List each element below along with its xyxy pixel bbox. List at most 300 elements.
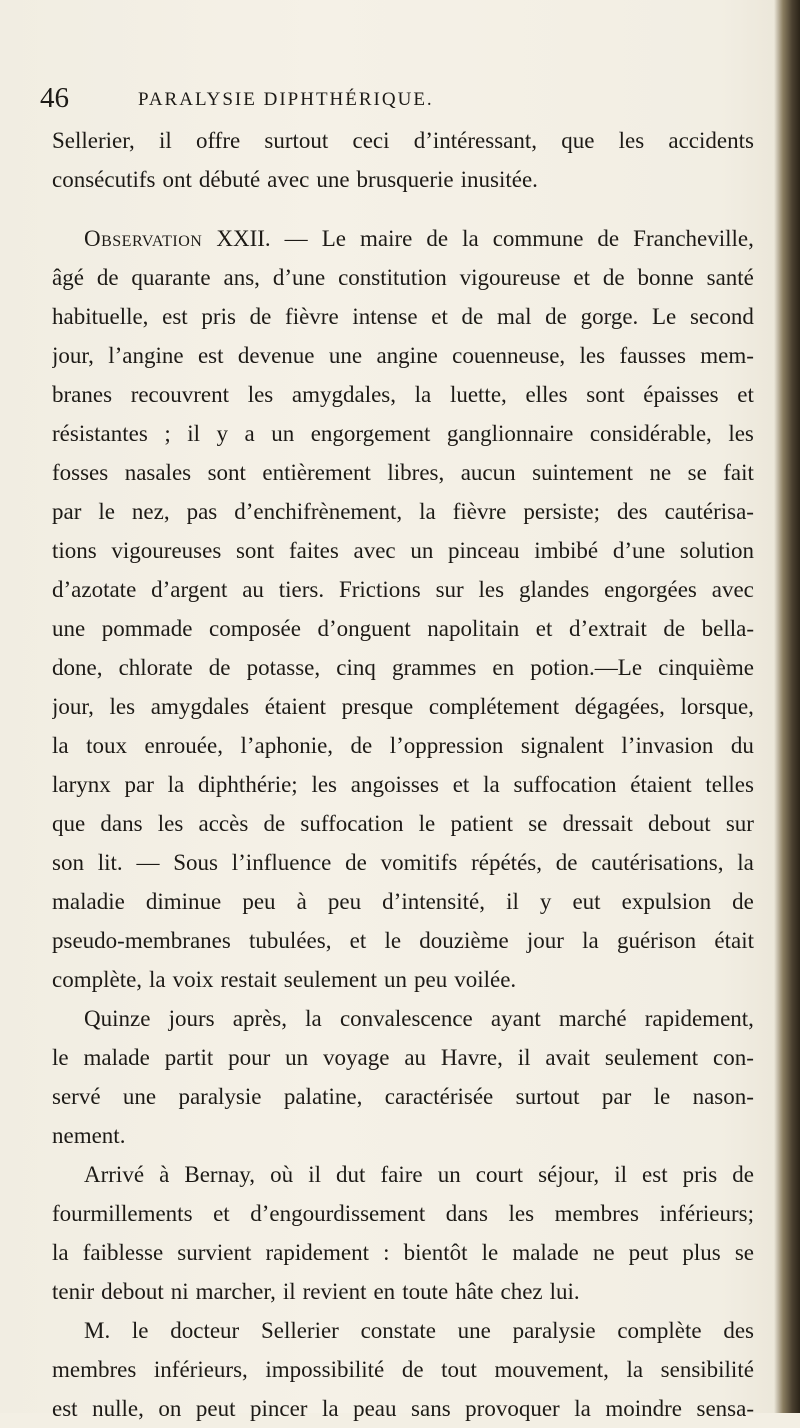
word: de [263,811,286,836]
word: se [687,460,707,485]
text-line [52,804,754,843]
word: à [296,889,307,914]
word: et [535,616,553,641]
word: que [561,128,595,153]
word: suintement [532,460,633,485]
word: imbibé [534,538,599,563]
word: faire [380,1162,423,1187]
word: voix [172,967,214,992]
word: Quinze [84,1006,151,1031]
word: l’oppression [389,733,504,758]
text-line [52,765,754,804]
word: accidents [668,128,754,153]
text-line [52,687,754,726]
word: une [328,343,363,368]
word: grammes [391,655,477,680]
word: solution [679,538,754,563]
word: hâte [455,1279,494,1304]
word: et [452,772,470,797]
word: pris [201,304,236,329]
word: amygdales [150,694,250,719]
word: en [492,655,515,680]
text-line [52,297,754,336]
text-line [52,492,754,531]
word: vigoureuse [459,265,561,290]
word: et [431,304,448,329]
page-header [40,78,740,118]
word: sur [435,577,464,602]
word: il [517,1045,531,1070]
word: peut [628,1240,669,1265]
word: d’onguent [317,616,411,641]
word: l’aphonie, [240,733,334,758]
word: engorgement [310,421,431,446]
word: santé [706,265,754,290]
word: intense [352,304,418,329]
word: vigoureuses [111,538,222,563]
word: la [52,1240,69,1265]
word: membres [554,1201,639,1226]
word: servé [52,1084,101,1109]
word: fosses [52,460,109,485]
word: maire [359,226,413,251]
page-edge-shadow [774,0,800,1413]
word: de [545,304,567,329]
word: expulsion [621,889,712,914]
word: entièrement [262,460,371,485]
word: la [462,226,479,251]
word: ans, [223,265,260,290]
text-line [52,1233,754,1272]
word: se [734,1240,754,1265]
text-line [52,570,754,609]
word: de [555,850,578,875]
word: de [96,265,119,290]
word: le [418,811,436,836]
word: les [618,128,645,153]
word: les [157,811,184,836]
word: par [124,772,154,797]
word: lorsque, [680,694,754,719]
word: de [597,226,620,251]
word: rapidement [265,1240,369,1265]
word: commune [492,226,584,251]
text-line [52,336,754,375]
word: il [158,128,172,153]
word: caractérisée [384,1084,494,1109]
word: en [373,1279,396,1304]
word: ayant [490,1006,541,1031]
word: bella- [701,616,754,641]
word: telles [705,772,754,797]
word: tout [441,1357,477,1382]
word: fièvre [452,499,507,524]
word: peu [414,967,448,992]
word: dut [336,1162,366,1187]
word: de [249,304,272,329]
word: membres [52,1357,137,1382]
word: bonne [637,265,694,290]
paragraph-gap [52,199,754,219]
word: potion.—Le [530,655,643,680]
word: constitution [338,265,447,290]
text-line [52,1077,754,1116]
word: dans [100,811,143,836]
word: la [483,772,500,797]
word: luette, [449,382,507,407]
word: de [208,655,231,680]
text-line [52,882,754,921]
word: de [345,850,367,875]
word: fièvre [285,304,339,329]
word: la [582,928,599,953]
word: habituelle, [52,304,149,329]
word: voilée. [454,967,517,992]
word: : [383,1240,390,1265]
word: suffocation [513,772,617,797]
word: cautérisations, [591,850,724,875]
word: épaisses [643,382,719,407]
word: suffocation [300,811,404,836]
word: plus [682,1240,721,1265]
word: jour, [52,694,94,719]
word: ganglionnaire [446,421,574,446]
word: pincer [249,1396,308,1421]
word: toux [86,733,127,758]
word: la [574,1396,591,1421]
word: débuté [198,167,261,192]
word: il [614,1162,627,1187]
word: signalent [520,733,604,758]
word: des [723,1318,754,1343]
word: couenneuse, [452,343,566,368]
word: peu [242,889,276,914]
word: sans [411,1396,451,1421]
word: sont [235,538,275,563]
word: étaient [630,772,692,797]
word: voyage [323,1045,390,1070]
word: diminue [145,889,222,914]
word: sensa- [696,1396,754,1421]
word: on [158,1396,182,1421]
word: marcher, [195,1279,276,1304]
text-line [52,1389,754,1428]
word: paralysie [178,1084,262,1109]
text-line [52,453,754,492]
word: eut [572,889,601,914]
word: lui. [549,1279,580,1304]
word: y [539,889,552,914]
word: complétement [428,694,560,719]
word: second [689,304,754,329]
word: peu [327,889,362,914]
word: debout [101,1279,164,1304]
word: seulement [283,967,377,992]
word: une [316,167,350,192]
word: sont [586,382,625,407]
word: branes [52,382,113,407]
word: des [616,499,648,524]
word: glandes [518,577,590,602]
word: Francheville, [633,226,754,251]
word: une [52,616,86,641]
word: dans [445,1201,488,1226]
word: une [457,1318,491,1343]
word: marché [558,1006,627,1031]
word: Bernay, [184,1162,256,1187]
word: de [461,304,484,329]
word: peau [353,1396,397,1421]
word: avec [711,577,754,602]
word: le [481,1240,499,1265]
word: une [122,1084,157,1109]
word: napolitain [427,616,520,641]
word: un [285,1045,309,1070]
word: ; [164,421,171,446]
running-head: PARALYSIE DIPHTHÉRIQUE. [138,89,434,110]
word: sensibilité [660,1357,754,1382]
word: sur [725,811,754,836]
word: le [384,928,402,953]
word: toute [402,1279,449,1304]
word: et [737,382,754,407]
text-line [52,1155,754,1194]
word: cautérisa- [664,499,754,524]
word: et [213,1201,230,1226]
text-line [52,375,754,414]
word: fait [723,460,754,485]
word: revient [302,1279,367,1304]
word: d’azotate [52,577,137,602]
word: où [270,1162,294,1187]
word: jours [168,1006,215,1031]
word: diphthérie; [198,772,298,797]
word: Frictions [338,577,421,602]
text-line [52,121,754,160]
word: cinquième [658,655,754,680]
word: larynx [52,772,111,797]
word: malade [83,1045,150,1070]
word: fausses [619,343,686,368]
word: M. [84,1318,111,1343]
word: pommade [101,616,193,641]
text-line [52,1038,754,1077]
text-line [52,999,754,1038]
word: pinceau [448,538,520,563]
word: la [149,967,166,992]
text-line [52,1311,754,1350]
word: d’enchifrènement, [234,499,403,524]
word: de [663,616,686,641]
text-line [52,648,754,687]
word: pseudo-membranes [52,928,231,953]
text-line [52,1272,754,1311]
word: Arrivé [84,1162,145,1187]
word: après, [232,1006,288,1031]
word: la [414,382,432,407]
word: les [508,1201,535,1226]
word: inférieurs; [659,1201,754,1226]
page-number: 46 [40,82,69,114]
word: la [737,850,754,875]
word: douzième [419,928,509,953]
word: le [653,1084,671,1109]
word: est [197,343,224,368]
word: la [167,772,185,797]
word: de [426,226,449,251]
word: d’une [612,538,666,563]
text-line [52,726,754,765]
word: enrouée, [144,733,223,758]
word: le [52,1045,69,1070]
word: la [52,733,69,758]
word: libres, [387,460,445,485]
word: restait [220,967,277,992]
word: ont [162,167,192,192]
word: nasales [124,460,192,485]
word: étaient [264,694,327,719]
word: provoquer [465,1396,560,1421]
word: potasse, [246,655,321,680]
text-line [52,258,754,297]
word: aucun [460,460,516,485]
word: est [642,1162,668,1187]
word: inusitée. [460,167,538,192]
word: pris [682,1162,718,1187]
word: y [216,421,228,446]
text-line [52,160,754,199]
word: faiblesse [82,1240,164,1265]
word: ceci [352,128,390,153]
word: palatine, [283,1084,363,1109]
word: séjour, [538,1162,600,1187]
word: est [52,1396,78,1421]
word: XXII. [216,226,271,251]
word: chez [500,1279,543,1304]
word: chlorate [118,655,193,680]
word: il [282,1279,296,1304]
word: les [579,343,606,368]
word: convalescence [339,1006,473,1031]
word: survient [177,1240,252,1265]
word: vomitifs [380,850,458,875]
word: à [159,1162,170,1187]
word: il [308,1162,321,1187]
word: quarante [131,265,211,290]
word: les [728,421,754,446]
word: done, [52,655,103,680]
word: inférieurs, [153,1357,248,1382]
word: faites [289,538,339,563]
word: d’une [272,265,326,290]
word: composée [208,616,301,641]
text-line [52,531,754,570]
word: considérable, [589,421,712,446]
word: persiste; [523,499,600,524]
word: Havre, [440,1045,503,1070]
word: un [410,538,434,563]
word: guérison [616,928,697,953]
word: rapidement, [644,1006,754,1031]
word: ni [170,1279,189,1304]
word: était [714,928,754,953]
word: de [732,1162,754,1187]
word: fourmillements [52,1201,193,1226]
word: pour [228,1045,271,1070]
word: d’engourdissement [250,1201,426,1226]
word: par [52,499,82,524]
word: le [131,1318,149,1343]
word: les [109,694,136,719]
word: avec [267,167,310,192]
word: l’influence [231,850,332,875]
word: par [601,1084,632,1109]
word: d’extrait [568,616,647,641]
word: nason- [692,1084,754,1109]
word: elles [525,382,568,407]
word: d’argent [151,577,228,602]
word: se [528,811,548,836]
word: d’intensité, [382,889,485,914]
word: a [244,421,255,446]
word: gorge. [580,304,639,329]
word: répétés, [471,850,542,875]
word: brusquerie [356,167,454,192]
word: docteur [170,1318,240,1343]
word: complète, [52,967,143,992]
word: et [349,928,367,953]
word: de [401,1357,424,1382]
word: dégagées, [574,694,665,719]
word: son [52,850,84,875]
word: tions [52,538,97,563]
word: mal [496,304,532,329]
word: Observation [84,226,203,251]
word: les [311,772,338,797]
word: de [602,265,625,290]
word: recouvrent [130,382,230,407]
body-text [52,121,754,1428]
text-line [52,921,754,960]
word: complète [617,1318,702,1343]
word: d’intéressant, [413,128,537,153]
word: Le [652,304,677,329]
word: sont [207,460,246,485]
text-line [52,843,754,882]
word: consécutifs [52,167,156,192]
word: au [404,1045,427,1070]
word: les [478,577,505,602]
word: surtout [264,128,329,153]
word: mouvement, [494,1357,609,1382]
word: âgé [52,265,84,290]
word: offre [195,128,241,153]
word: debout [648,811,711,836]
word: Sous [173,850,218,875]
word: l’angine [108,343,184,368]
word: un [384,967,407,992]
word: Sellerier [260,1318,339,1343]
word: avait [545,1045,591,1070]
word: constate [360,1318,436,1343]
word: engorgées [604,577,697,602]
word: lit. [97,850,123,875]
word: — [284,226,308,251]
word: nez, [131,499,170,524]
word: cinq [336,655,376,680]
word: tenir [52,1279,95,1304]
word: nement. [52,1123,126,1148]
